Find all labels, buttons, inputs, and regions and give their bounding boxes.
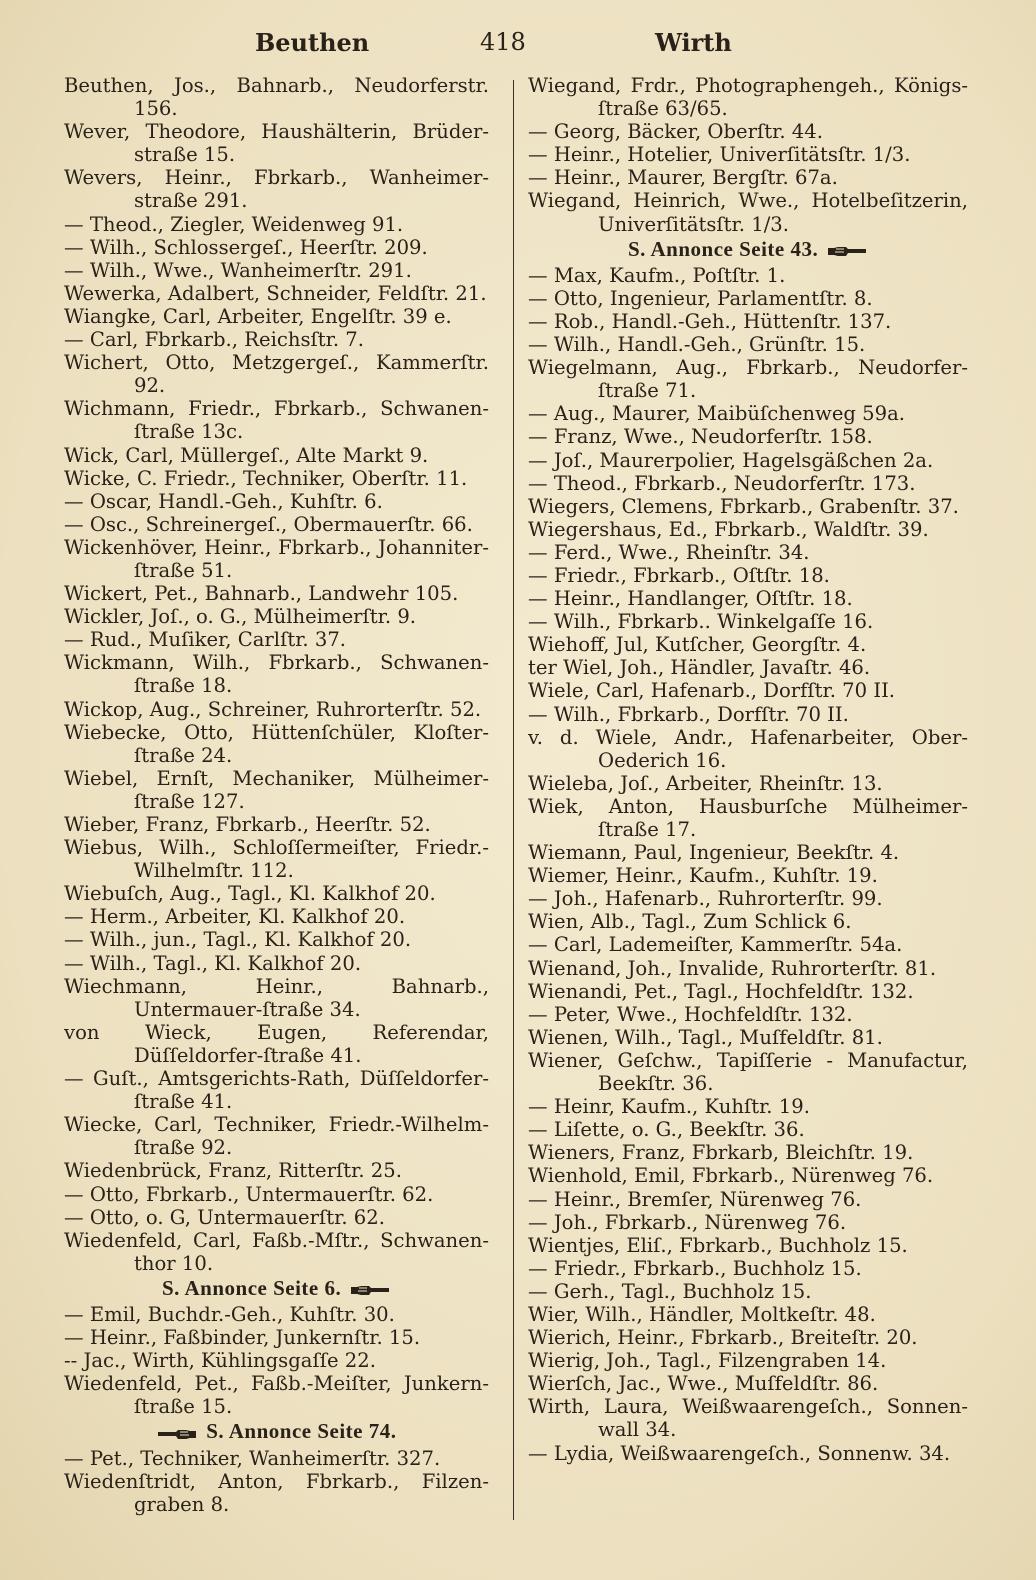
directory-entry: — Wilh., jun., Tagl., Kl. Kalkhof 20. [64,928,412,952]
directory-entry: Wientjes, Eliſ., Fbrkarb., Buchholz 15. [528,1233,908,1257]
directory-entry: Wiegelmann, Aug., Fbrkarb., Neudorfer-ſtraße 71. [528,356,968,403]
directory-entry: Wiedenfeld, Pet., Faßb.-Meiſter, Junkern-ſtraße 15. [64,1372,489,1419]
annonce-reference [528,236,968,264]
directory-entry: — Pet., Techniker, Wanheimerſtr. 327. [64,1446,441,1470]
directory-entry: — Wilh., Fbrkarb.. Winkelgaſſe 16. [528,610,874,634]
directory-entry: — Theod., Ziegler, Weidenweg 91. [64,212,404,236]
directory-entry: Wiangke, Carl, Arbeiter, Engelſtr. 39 e. [64,304,452,328]
directory-entry: — Heinr, Kaufm., Kuhſtr. 19. [528,1095,810,1119]
directory-entry: Wevers, Heinr., Fbrkarb., Wanheimer-straße 291. [64,166,489,213]
directory-entry: Wieber, Franz, Fbrkarb., Heerſtr. 52. [64,813,431,836]
directory-entry: — Heinr., Hotelier, Univerſitätsſtr. 1/3. [528,143,911,167]
directory-entry: Wiedenbrück, Franz, Ritterſtr. 25. [64,1159,402,1183]
directory-entry: Wiedenfeld, Carl, Faßb.-Mſtr., Schwanen-thor 10. [64,1228,489,1275]
directory-entry: — Guſt., Amtsgerichts-Rath, Düſſeldorfer-ſtraße 41. [64,1067,489,1114]
directory-entry: Wiele, Carl, Hafenarb., Dorfſtr. 70 II. [528,679,896,703]
directory-entry: Wickmann, Wilh., Fbrkarb., Schwanen-ſtraße 18. [64,651,489,698]
directory-entry: — Friedr., Fbrkarb., Oſtſtr. 18. [528,563,830,587]
directory-entry: Wierig, Joh., Tagl., Filzengraben 14. [528,1349,887,1373]
directory-entry: Wiegand, Heinrich, Wwe., Hotelbeſitzerin, Univerſitätsſtr. 1/3. [528,189,968,236]
directory-entry: Wickler, Joſ., o. G., Mülheimerſtr. 9. [64,605,417,629]
directory-entry: — Oscar, Handl.-Geh., Kuhſtr. 6. [64,489,383,513]
directory-entry: Wiener, Geſchw., Tapiſſerie - Manufactur, Beekſtr. 36. [528,1048,968,1096]
directory-entry: — Georg, Bäcker, Oberſtr. 44. [528,120,823,144]
directory-entry: Wienhold, Emil, Fbrkarb., Nürenweg 76. [528,1164,934,1188]
directory-entry: — Rob., Handl.-Geh., Hüttenſtr. 137. [528,309,892,333]
directory-entry: Wichmann, Friedr., Fbrkarb., Schwanen-ſtraße 13c. [64,397,489,444]
page-number: 418 [480,28,526,56]
directory-entry: — Joh., Fbrkarb., Nürenweg 76. [528,1210,847,1234]
directory-entry: — Friedr., Fbrkarb., Buchholz 15. [528,1256,862,1280]
directory-entry: — Lydia, Weißwaarengeſch., Sonnenw. 34. [528,1441,951,1465]
page-header [60,28,976,64]
directory-entry: Wierich, Heinr., Fbrkarb., Breiteſtr. 20. [528,1326,918,1350]
directory-entry: Wiemer, Heinr., Kaufm., Kuhſtr. 19. [528,864,878,888]
directory-entry: Wienand, Joh., Invalide, Ruhrorterſtr. 81. [528,956,937,980]
directory-entry: — Carl, Fbrkarb., Reichsſtr. 7. [64,328,364,352]
directory-entry: Wiebuſch, Aug., Tagl., Kl. Kalkhof 20. [64,882,436,906]
directory-entry: — Osc., Schreinergeſ., Obermauerſtr. 66. [64,512,473,536]
directory-entry: Wiehoff, Jul, Kutſcher, Georgſtr. 4. [528,633,867,657]
directory-entry: — Gerh., Tagl., Buchholz 15. [528,1279,812,1303]
directory-entry: Wicke, C. Friedr., Techniker, Oberſtr. 11. [64,466,468,490]
directory-entry: — Otto, Ingenieur, Parlamentſtr. 8. [528,286,873,310]
directory-entry: Wier, Wilh., Händler, Moltkeſtr. 48. [528,1302,876,1326]
pointing-hand-icon [824,244,868,258]
directory-entry: Wiechmann, Heinr., Bahnarb., Untermauer-ſtraße 34. [64,974,489,1021]
directory-entry: — Peter, Wwe., Hochfeldſtr. 132. [528,1002,853,1026]
directory-entry: Wiebecke, Otto, Hüttenſchüler, Kloſter-ſtraße 24. [64,720,489,767]
directory-entry: Wever, Theodore, Haushälterin, Brüder-straße 15. [64,120,489,167]
directory-entry: Wienandi, Pet., Tagl., Hochfeldſtr. 132. [528,979,914,1003]
directory-entry: Wiegand, Frdr., Photographengeh., Königs-ſtraße 63/65. [528,74,968,121]
directory-entry: Wiegers, Clemens, Fbrkarb., Grabenſtr. 37. [528,494,959,518]
directory-entry: — Otto, Fbrkarb., Untermauerſtr. 62. [64,1182,434,1206]
directory-entry: — Otto, o. G, Untermauerſtr. 62. [64,1205,385,1229]
directory-entry: — Heinr., Handlanger, Oſtſtr. 18. [528,587,853,611]
directory-entry: — Aug., Maurer, Maibüſchenweg 59a. [528,402,906,426]
directory-entry: — Carl, Lademeiſter, Kammerſtr. 54a. [528,933,903,957]
directory-entry: — Heinr., Bremſer, Nürenweg 76. [528,1187,862,1211]
directory-entry: — Wilh., Fbrkarb., Dorfſtr. 70 II. [528,702,849,726]
directory-entry: Wiedenſtridt, Anton, Fbrkarb., Filzen-graben 8. [64,1469,489,1516]
directory-entry: — Heinr., Maurer, Bergſtr. 67a. [528,166,838,190]
directory-entry: — Liſette, o. G., Beekſtr. 36. [528,1118,805,1142]
directory-entry: Wickenhöver, Heinr., Fbrkarb., Johanniter-ſtraße 51. [64,535,489,582]
directory-entry: Wiek, Anton, Hausburſche Mülheimer-ſtraße 17. [528,794,968,841]
directory-entry: Wichert, Otto, Metzgergeſ., Kammerſtr. 92. [64,351,489,398]
pointing-hand-icon [347,1283,391,1297]
directory-entry: Wirth, Laura, Weißwaarengeſch., Sonnen-wall 34. [528,1395,968,1442]
directory-entry: ter Wiel, Joh., Händler, Javaſtr. 46. [528,656,871,680]
annonce-reference [64,1275,489,1303]
directory-entry: Wieleba, Joſ., Arbeiter, Rheinſtr. 13. [528,771,883,795]
directory-entry: Wickop, Aug., Schreiner, Ruhrorterſtr. 52. [64,697,482,721]
directory-entry: Wiebel, Ernſt, Mechaniker, Mülheimer-ſtraße 127. [64,766,489,813]
directory-entry: — Joſ., Maurerpolier, Hagelsgäßchen 2a. [528,448,934,472]
directory-entry: Wiemann, Paul, Ingenieur, Beekſtr. 4. [528,841,900,865]
directory-entry: — Max, Kaufm., Poſtſtr. 1. [528,263,786,287]
directory-entry: — Rud., Muſiker, Carlſtr. 37. [64,628,347,652]
directory-entry: Beuthen, Jos., Bahnarb., Neudorferstr. 156. [64,74,489,121]
column-divider [513,80,514,1520]
directory-entry: — Wilh., Tagl., Kl. Kalkhof 20. [64,951,362,975]
annonce-text: S. Annonce Seite 74. [206,1419,397,1444]
directory-entry: — Heinr., Faßbinder, Junkernſtr. 15. [64,1326,421,1350]
directory-entry: Wienen, Wilh., Tagl., Muſfeldſtr. 81. [528,1025,883,1049]
left-column [64,74,489,1516]
header-left-keyword: Beuthen [255,28,370,57]
annonce-text: S. Annonce Seite 6. [161,1275,342,1300]
pointing-hand-icon [156,1427,200,1441]
directory-entry: Wierſch, Jac., Wwe., Muſfeldſtr. 86. [528,1372,879,1396]
directory-entry: — Franz, Wwe., Neudorferſtr. 158. [528,425,873,449]
header-right-keyword: Wirth [655,28,732,57]
directory-entry: v. d. Wiele, Andr., Hafenarbeiter, Ober-Oederich 16. [528,725,968,772]
directory-entry: — Joh., Hafenarb., Ruhrorterſtr. 99. [528,887,883,911]
directory-entry: — Theod., Fbrkarb., Neudorferſtr. 173. [528,471,916,495]
annonce-reference [64,1418,489,1446]
directory-entry: — Herm., Arbeiter, Kl. Kalkhof 20. [64,905,406,929]
directory-entry: Wiecke, Carl, Techniker, Friedr.-Wilhelm-ſtraße 92. [64,1113,489,1160]
directory-entry: Wieners, Franz, Fbrkarb, Bleichſtr. 19. [528,1141,914,1165]
directory-entry: Wick, Carl, Müllergeſ., Alte Markt 9. [64,443,429,467]
directory-entry: — Ferd., Wwe., Rheinſtr. 34. [528,540,810,564]
directory-entry: — Wilh., Handl.-Geh., Grünſtr. 15. [528,333,866,357]
directory-entry: Wiegershaus, Ed., Fbrkarb., Waldſtr. 39. [528,517,929,541]
directory-entry: Wien, Alb., Tagl., Zum Schlick 6. [528,910,852,934]
annonce-text: S. Annonce Seite 43. [627,236,819,261]
directory-entry: — Wilh., Schlossergeſ., Heerſtr. 209. [64,235,428,259]
directory-entry: Wewerka, Adalbert, Schneider, Feldſtr. 21. [64,281,487,305]
right-column [528,74,968,1465]
directory-entry: von Wieck, Eugen, Referendar, Düſſeldorfer-ſtraße 41. [64,1020,489,1067]
directory-entry: — Emil, Buchdr.-Geh., Kuhſtr. 30. [64,1302,395,1326]
directory-entry: — Wilh., Wwe., Wanheimerſtr. 291. [64,258,412,282]
directory-entry: -- Jac., Wirth, Kühlingsgaſſe 22. [64,1349,376,1373]
directory-entry: Wickert, Pet., Bahnarb., Landwehr 105. [64,582,459,606]
directory-entry: Wiebus, Wilh., Schloſſermeiſter, Friedr.-Wilhelmſtr. 112. [64,836,489,883]
